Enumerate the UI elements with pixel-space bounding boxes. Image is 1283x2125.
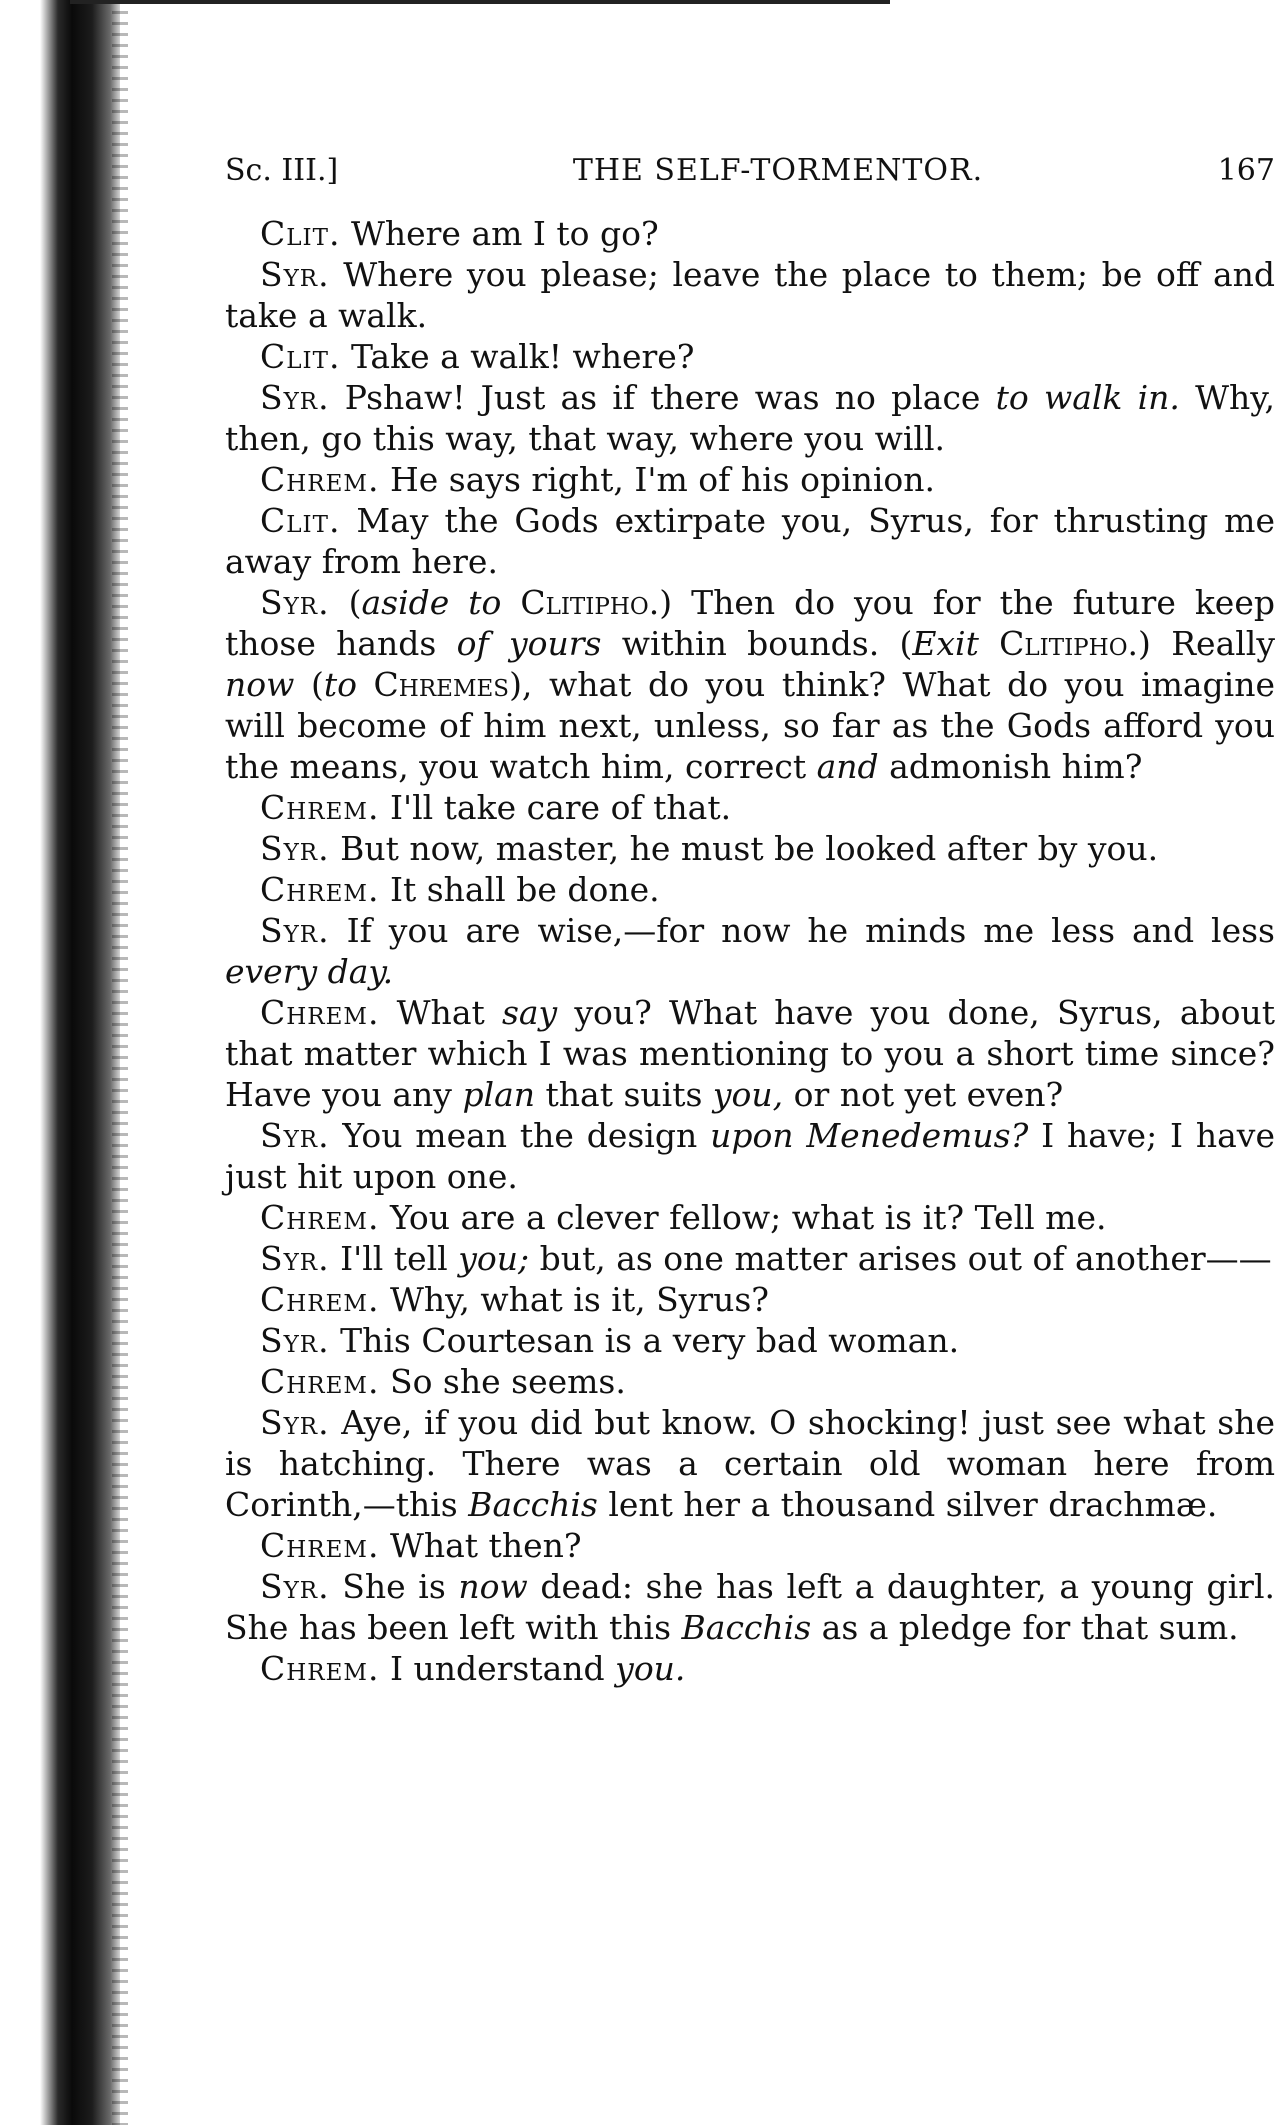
speech-text: May the Gods extirpate you, Syrus, for thrusting me away from here.	[225, 501, 1275, 581]
speaker-name: Chrem.	[260, 788, 380, 827]
page-number: 167	[1217, 153, 1275, 188]
scene-marker: Sc. III.]	[225, 153, 339, 188]
speech-text: I'll tell	[329, 1239, 459, 1278]
italic-text: of yours	[456, 624, 602, 663]
speech-text: as a pledge for that sum.	[811, 1608, 1239, 1647]
italic-text: aside to	[361, 583, 502, 622]
character-name: Clitipho.	[520, 583, 660, 622]
speech-text: Pshaw! Just as if there was no place	[329, 378, 996, 417]
speech-text: Why, then, go this way, that way, where you will.	[225, 378, 1275, 458]
italic-text: you,	[712, 1075, 784, 1114]
speaker-name: Chrem.	[260, 870, 380, 909]
italic-text: say	[501, 993, 558, 1032]
speech-text: This Courtesan is a very bad woman.	[329, 1321, 960, 1360]
speech-text	[979, 624, 999, 663]
speech-paragraph	[225, 1279, 1275, 1320]
speech-paragraph	[225, 1566, 1275, 1648]
italic-text: upon Menedemus?	[710, 1116, 1029, 1155]
speech-paragraph	[225, 1197, 1275, 1238]
speech-text: What	[379, 993, 502, 1032]
italic-text: and	[816, 747, 879, 786]
speech-text: Take a walk! where?	[340, 337, 695, 376]
speaker-name: Syr.	[260, 829, 330, 868]
book-binding-shadow	[0, 0, 120, 2125]
speech-paragraph	[225, 459, 1275, 500]
italic-text: Exit	[912, 624, 979, 663]
speaker-name: Syr.	[260, 1116, 330, 1155]
speech-text: Where you please; leave the place to them; be off and take a walk.	[225, 255, 1275, 335]
speech-text: lent her a thousand silver drachmæ.	[597, 1485, 1218, 1524]
italic-text: now	[458, 1567, 528, 1606]
speech-paragraph	[225, 1238, 1275, 1279]
speaker-name: Chrem.	[260, 993, 380, 1032]
page-top-edge	[70, 0, 890, 4]
italic-text: Bacchis	[468, 1485, 598, 1524]
running-header	[225, 150, 1275, 191]
speaker-name: Clit.	[260, 214, 341, 253]
italic-text: to	[323, 665, 357, 704]
speech-paragraph	[225, 1115, 1275, 1197]
speech-paragraph	[225, 828, 1275, 869]
speaker-name: Chrem.	[260, 1362, 380, 1401]
speech-text: that suits	[535, 1075, 713, 1114]
speaker-name: Syr.	[260, 255, 330, 294]
character-name: Chremes	[373, 665, 510, 704]
speech-paragraph	[225, 1648, 1275, 1689]
speech-text: dead: she has left a daughter, a young girl. She has been left with this	[225, 1567, 1275, 1647]
speech-paragraph	[225, 1525, 1275, 1566]
speech-text: It shall be done.	[379, 870, 660, 909]
speaker-name: Syr.	[260, 1239, 330, 1278]
speaker-name: Syr.	[260, 1321, 330, 1360]
italic-text: every day.	[225, 952, 394, 991]
italic-text: you.	[615, 1649, 686, 1688]
speech-paragraph	[225, 1402, 1275, 1525]
italic-text: Bacchis	[681, 1608, 812, 1647]
speaker-name: Syr.	[260, 583, 330, 622]
speech-text: (	[294, 665, 324, 704]
speech-text: ) Then do you for the future keep those hands	[225, 583, 1275, 663]
speech-text: admonish him?	[878, 747, 1143, 786]
speech-text: So she seems.	[379, 1362, 626, 1401]
speech-paragraph	[225, 787, 1275, 828]
speech-text: What then?	[379, 1526, 582, 1565]
italic-text: plan	[462, 1075, 536, 1114]
speaker-name: Syr.	[260, 1567, 330, 1606]
speaker-name: Syr.	[260, 1403, 330, 1442]
speech-text: (	[329, 583, 362, 622]
speech-paragraph	[225, 500, 1275, 582]
speech-paragraph	[225, 377, 1275, 459]
running-title: THE SELF-TORMENTOR.	[572, 153, 984, 188]
speech-text: you? What have you done, Syrus, about that matter which I was mentioning to you a short time since? Have you any	[225, 993, 1275, 1114]
speech-paragraph	[225, 1320, 1275, 1361]
binding-edge-texture	[112, 0, 128, 2125]
speech-paragraph	[225, 213, 1275, 254]
speaker-name: Chrem.	[260, 1198, 380, 1237]
speaker-name: Chrem.	[260, 460, 380, 499]
speaker-name: Chrem.	[260, 1280, 380, 1319]
speech-text: You mean the design	[329, 1116, 711, 1155]
speech-text: She is	[329, 1567, 459, 1606]
italic-text: to walk in.	[995, 378, 1180, 417]
speech-text: or not yet even?	[783, 1075, 1064, 1114]
speech-paragraph	[225, 992, 1275, 1115]
speech-text: If you are wise,—for now he minds me less and less	[329, 911, 1275, 950]
speech-text: Aye, if you did but know. O shocking! just see what she is hatching. There was a certain old woman here from Corinth,—this	[225, 1403, 1275, 1524]
speech-paragraph	[225, 582, 1275, 787]
speech-text: But now, master, he must be looked after by you.	[329, 829, 1159, 868]
character-name: Clitipho.	[999, 624, 1139, 663]
speech-text: You are a clever fellow; what is it? Tell me.	[379, 1198, 1107, 1237]
speech-text: I'll take care of that.	[379, 788, 732, 827]
speech-text: I have; I have just hit upon one.	[225, 1116, 1275, 1196]
dialogue-text	[225, 213, 1275, 1689]
speech-text: ), what do you think? What do you imagine will become of him next, unless, so far as the Gods afford you the means, you watch him, correct	[225, 665, 1275, 786]
speech-text: within bounds. (	[601, 624, 913, 663]
speech-text: Why, what is it, Syrus?	[379, 1280, 769, 1319]
speech-paragraph	[225, 336, 1275, 377]
speaker-name: Syr.	[260, 911, 330, 950]
speech-text: Where am I to go?	[340, 214, 659, 253]
italic-text: you;	[458, 1239, 530, 1278]
speaker-name: Clit.	[260, 501, 341, 540]
speech-text: but, as one matter arises out of another——	[529, 1239, 1272, 1278]
speech-text	[501, 583, 520, 622]
italic-text: now	[225, 665, 295, 704]
speech-paragraph	[225, 1361, 1275, 1402]
speaker-name: Syr.	[260, 378, 330, 417]
speech-text: I understand	[379, 1649, 616, 1688]
speech-text	[357, 665, 374, 704]
speech-paragraph	[225, 254, 1275, 336]
speech-paragraph	[225, 910, 1275, 992]
speech-text: He says right, I'm of his opinion.	[379, 460, 936, 499]
speech-paragraph	[225, 869, 1275, 910]
speaker-name: Chrem.	[260, 1649, 380, 1688]
speaker-name: Clit.	[260, 337, 341, 376]
book-page	[225, 150, 1275, 1689]
speech-text: ) Really	[1138, 624, 1275, 663]
speaker-name: Chrem.	[260, 1526, 380, 1565]
